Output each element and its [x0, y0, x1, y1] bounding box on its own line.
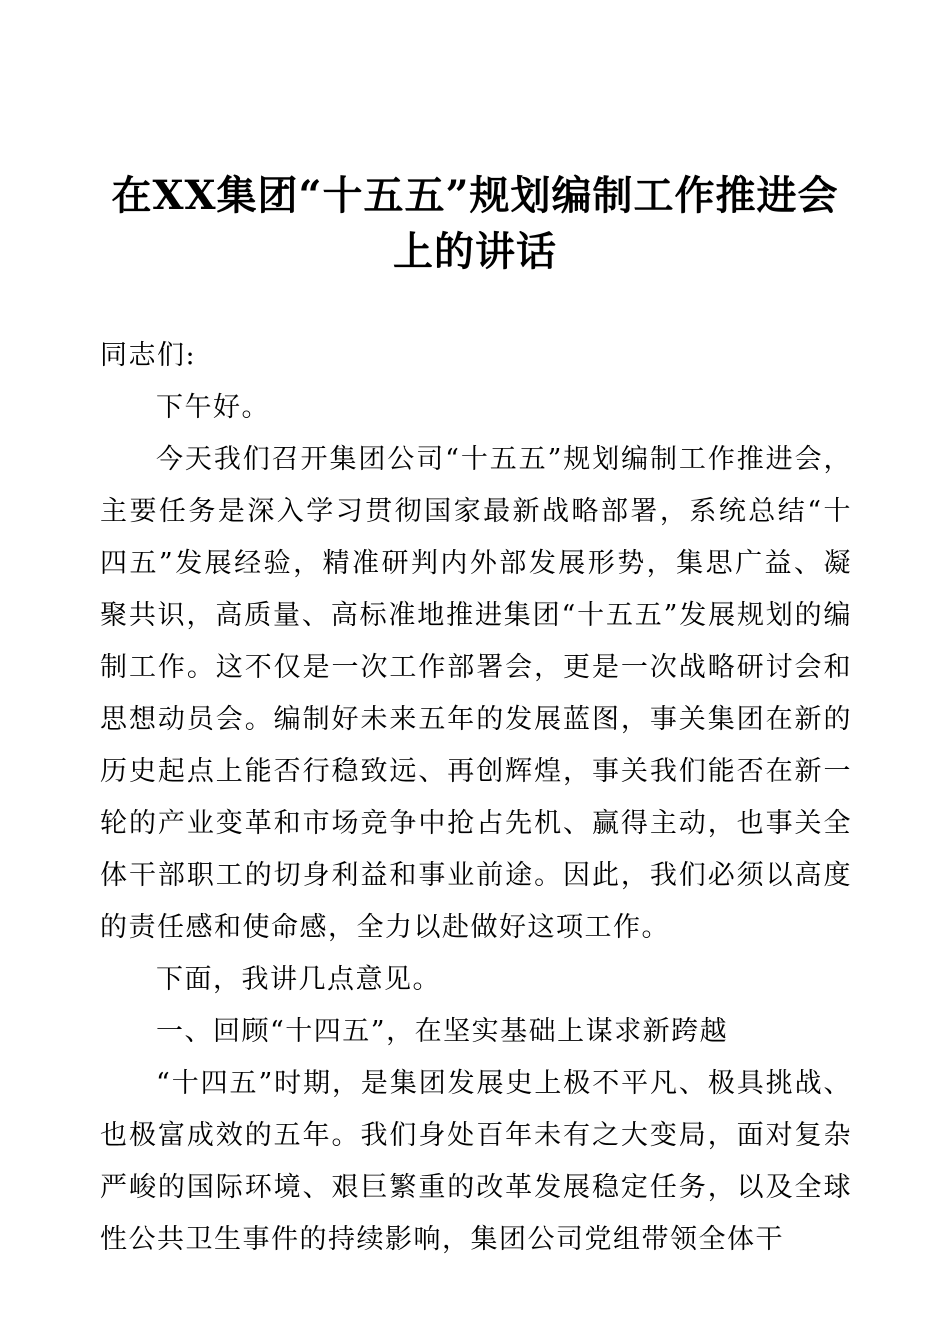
- salutation: 同志们:: [100, 340, 197, 371]
- paragraph-intro: 今天我们召开集团公司“十五五”规划编制工作推进会，主要任务是深入学习贯彻国家最新战略部署，系统总结“十四五”发展经验，精准研判内外部发展形势，集思广益、凝聚共识，高质量、高标准地推进集团“十五五”发展规划的编制工作。这不仅是一次工作部署会，更是一次战略研讨会和思想动员会。编制好未来五年的发展蓝图，事关集团在新的历史起点上能否行稳致远、再创辉煌，事关我们能否在新一轮的产业变革和市场竞争中抢占先机、赢得主动，也事关全体干部职工的切身利益和事业前途。因此，我们必须以高度的责任感和使命感，全力以赴做好这项工作。: [100, 444, 852, 943]
- document-body: [100, 330, 852, 1266]
- paragraph-transition: 下面，我讲几点意见。: [156, 964, 441, 995]
- paragraph-review: “十四五”时期，是集团发展史上极不平凡、极具挑战、也极富成效的五年。我们身处百年未有之大变局，面对复杂严峻的国际环境、艰巨繁重的改革发展稳定任务，以及全球性公共卫生事件的持续影响，集团公司党组带领全体干: [100, 1068, 852, 1255]
- document-title: 在XX集团“十五五”规划编制工作推进会上的讲话: [111, 172, 839, 275]
- paragraph-greeting: 下午好。: [156, 392, 270, 423]
- section-heading-1: 一、回顾“十四五”，在坚实基础上谋求新跨越: [156, 1016, 729, 1047]
